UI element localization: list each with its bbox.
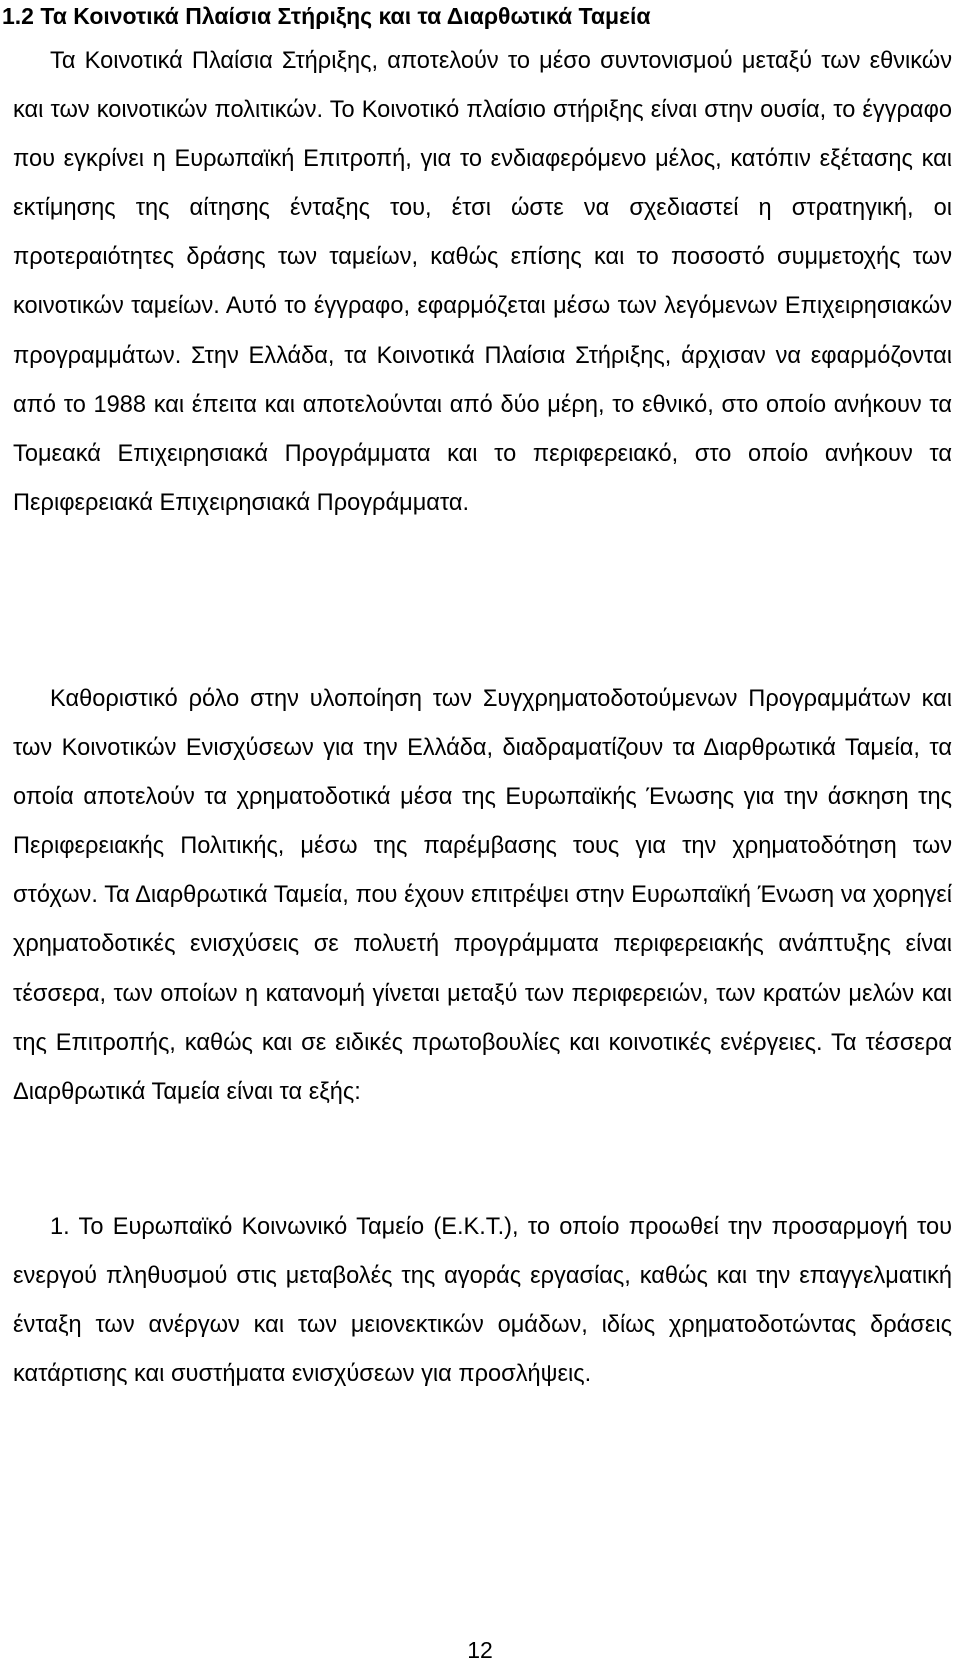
page-number: 12 (467, 1637, 493, 1663)
paragraph-structural-funds: Καθοριστικό ρόλο στην υλοποίηση των Συγχρηματοδοτούμενων Προγραμμάτων και των Κοινοτικών Ενισχύσεων για την Ελλάδα, διαδραματίζουν τα Διαρθρωτικά Ταμεία, τα οποία αποτελούν τα χρηματοδοτικά μέσα της Ευρωπαϊκής Ένωσης για την άσκηση της Περιφερειακής Πολιτικής, μέσω της παρέμβασης τους για την χρηματοδότηση των στόχων. Τα Διαρθρωτικά Ταμεία, που έχουν επιτρέψει στην Ευρωπαϊκή Ένωση να χορηγεί χρηματοδοτικές ενισχύσεις σε πολυετή προγράμματα περιφερειακής ανάπτυξης είναι τέσσερα, των οποίων η κατανομή γίνεται μεταξύ των περιφερειών, των κρατών μελών και της Επιτροπής, καθώς και σε ειδικές πρωτοβουλίες και κοινοτικές ενέργειες. Τα τέσσερα Διαρθρωτικά Ταμεία είναι τα εξής: (13, 686, 952, 1105)
paragraph-social-fund: 1. Το Ευρωπαϊκό Κοινωνικό Ταμείο (Ε.Κ.Τ.), το οποίο προωθεί την προσαρμογή του ενεργού πληθυσμού στις μεταβολές της αγοράς εργασίας, καθώς και την επαγγελματική ένταξη των ανέργων και των μειονεκτικών ομάδων, ιδίως χρηματοδοτώντας δράσεις κατάρτισης και συστήματα ενισχύσεων για προσλήψεις. (13, 1214, 952, 1388)
section-heading: 1.2 Τα Κοινοτικά Πλαίσια Στήριξης και τα Διαρθωτικά Ταμεία (2, 3, 651, 29)
paragraph-support-frameworks: Τα Κοινοτικά Πλαίσια Στήριξης, αποτελούν το μέσο συντονισμού μεταξύ των εθνικών και των κοινοτικών πολιτικών. Το Κοινοτικό πλαίσιο στήριξης είναι στην ουσία, το έγγραφο που εγκρίνει η Ευρωπαϊκή Επιτροπή, για το ενδιαφερόμενο μέλος, κατόπιν εξέτασης και εκτίμησης της αίτησης ένταξης του, έτσι ώστε να σχεδιαστεί η στρατηγική, οι προτεραιότητες δράσης των ταμείων, καθώς επίσης και το ποσοστό συμμετοχής των κοινοτικών ταμείων. Αυτό το έγγραφο, εφαρμόζεται μέσω των λεγόμενων Επιχειρησιακών προγραμμάτων. Στην Ελλάδα, τα Κοινοτικά Πλαίσια Στήριξης, άρχισαν να εφαρμόζονται από το 1988 και έπειτα και αποτελούνται από δύο μέρη, το εθνικό, στο οποίο ανήκουν τα Τομεακά Επιχειρησιακά Προγράμματα και το περιφερειακό, στο οποίο ανήκουν τα Περιφερειακά Επιχειρησιακά Προγράμματα. (13, 48, 952, 516)
